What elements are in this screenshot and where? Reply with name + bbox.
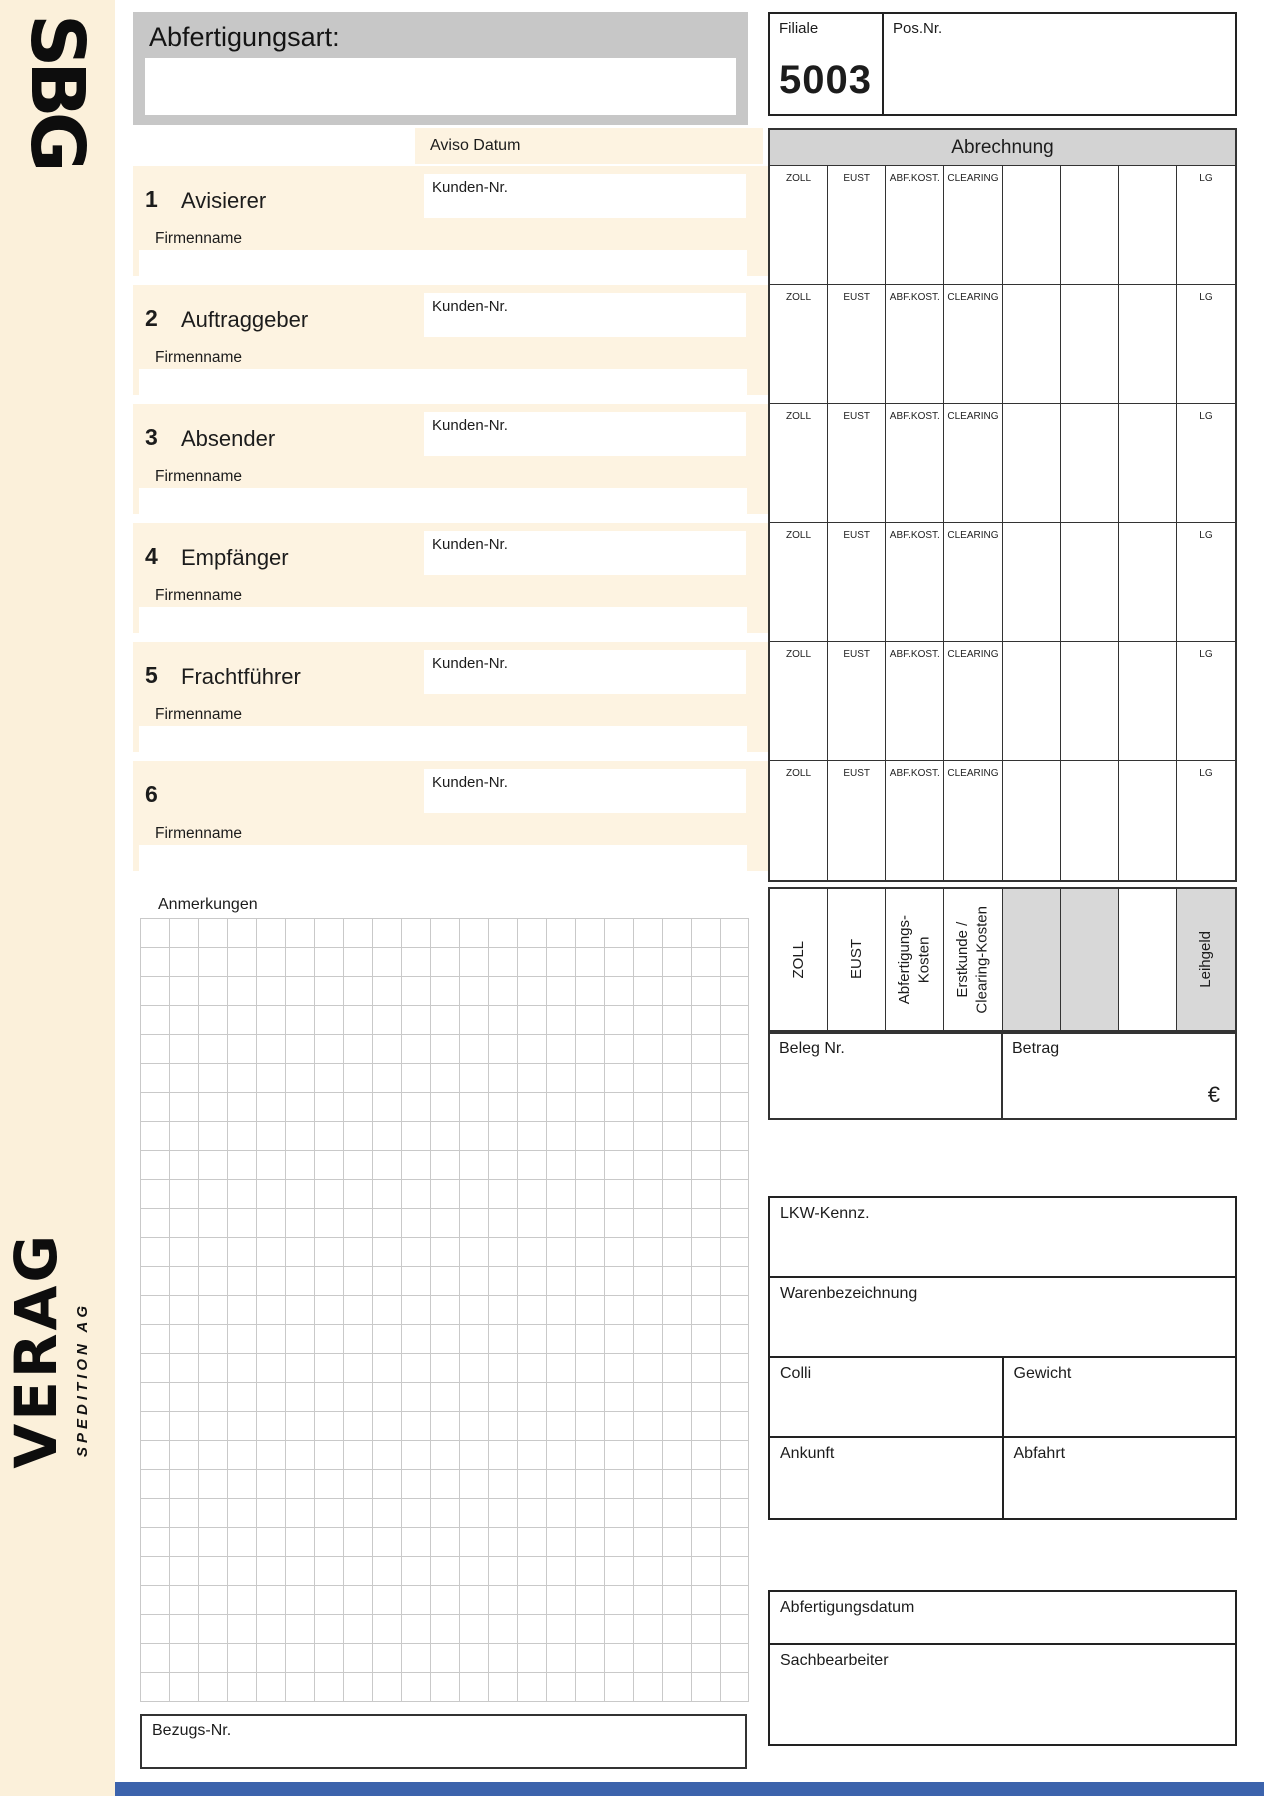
section-title: Absender <box>181 426 276 451</box>
cell-lg[interactable] <box>1177 761 1235 880</box>
cell-lg[interactable] <box>1177 642 1235 760</box>
cell-lg[interactable] <box>1177 285 1235 403</box>
lkw-kennz-label: LKW-Kennz. <box>780 1205 870 1222</box>
colli-gewicht-row <box>770 1358 1235 1438</box>
brand-sidebar <box>0 0 115 1796</box>
firmenname-field[interactable] <box>139 488 747 514</box>
ankunft-field[interactable] <box>770 1438 1004 1518</box>
col-label-eust: EUST <box>843 649 871 660</box>
col-label-clearing: CLEARING <box>947 649 999 660</box>
warenbezeichnung-label: Warenbezeichnung <box>780 1285 918 1302</box>
cell-blank[interactable] <box>1003 166 1061 284</box>
firmenname-label: Firmenname <box>155 230 242 247</box>
col-label-lg: LG <box>1199 411 1213 422</box>
abfertigungsart-block <box>133 12 748 125</box>
cell-blank[interactable] <box>1061 166 1119 284</box>
col-label-clearing: CLEARING <box>947 768 999 779</box>
col-label-zoll: ZOLL <box>786 649 812 660</box>
firmenname-label: Firmenname <box>155 825 242 842</box>
caption-blank <box>1061 889 1119 1030</box>
abrechnung-row-3 <box>770 404 1235 523</box>
firmenname-field[interactable] <box>139 250 747 276</box>
cell-abfkost[interactable] <box>886 761 944 880</box>
col-label-abfkost: ABF.KOST. <box>889 768 940 779</box>
beleg-nr-field[interactable] <box>770 1034 1003 1118</box>
section-absender <box>133 404 770 514</box>
kunden-nr-label: Kunden-Nr. <box>432 298 508 315</box>
caption-eust <box>828 889 886 1030</box>
cargo-box <box>768 1196 1237 1520</box>
kunden-nr-label: Kunden-Nr. <box>432 417 508 434</box>
col-label-abfkost: ABF.KOST. <box>889 292 940 303</box>
caption-zoll <box>770 889 828 1030</box>
lkw-kennz-field[interactable] <box>770 1198 1235 1278</box>
section-number: 1 <box>145 186 158 212</box>
cell-clearing[interactable] <box>944 761 1002 880</box>
kunden-nr-field[interactable] <box>424 650 746 694</box>
firmenname-field[interactable] <box>139 726 747 752</box>
sachbearbeiter-label: Sachbearbeiter <box>780 1652 889 1669</box>
cell-clearing[interactable] <box>944 166 1002 284</box>
cell-lg[interactable] <box>1177 404 1235 522</box>
colli-field[interactable] <box>770 1358 1004 1436</box>
cell-blank[interactable] <box>1061 404 1119 522</box>
col-label-zoll: ZOLL <box>786 173 812 184</box>
cell-eust[interactable] <box>828 285 886 403</box>
col-label-zoll: ZOLL <box>786 768 812 779</box>
cell-eust[interactable] <box>828 761 886 880</box>
section-number: 5 <box>145 662 158 688</box>
cell-clearing[interactable] <box>944 523 1002 641</box>
section-number: 4 <box>145 543 158 569</box>
caption-clearingkosten <box>944 889 1002 1030</box>
abfertigungsdatum-label: Abfertigungsdatum <box>780 1599 915 1616</box>
footer-blue-bar <box>115 1782 1264 1796</box>
kunden-nr-field[interactable] <box>424 769 746 813</box>
caption-abfertigungskosten <box>886 889 944 1030</box>
cell-zoll[interactable] <box>770 642 828 760</box>
spedition-ag-text: SPEDITION AG <box>74 1302 91 1457</box>
col-label-lg: LG <box>1199 649 1213 660</box>
warenbezeichnung-field[interactable] <box>770 1278 1235 1358</box>
sbg-logo: SBG <box>14 14 100 167</box>
pos-nr-box[interactable] <box>884 12 1237 116</box>
abrechnung-row-6 <box>770 761 1235 880</box>
betrag-label: Betrag <box>1012 1040 1060 1057</box>
firmenname-field[interactable] <box>139 845 747 871</box>
abrechnung-row-2 <box>770 285 1235 404</box>
col-label-abfkost: ABF.KOST. <box>889 173 940 184</box>
cell-lg[interactable] <box>1177 523 1235 641</box>
caption-line: Abfertigungs- <box>896 914 914 1005</box>
kunden-nr-label: Kunden-Nr. <box>432 536 508 553</box>
caption-line: Kosten <box>915 936 933 983</box>
euro-sign: € <box>1207 1082 1220 1107</box>
section-six <box>133 761 770 871</box>
verag-logo: VERAG <box>2 1232 70 1469</box>
col-label-lg: LG <box>1199 292 1213 303</box>
cell-blank[interactable] <box>1119 761 1177 880</box>
anmerkungen-label: Anmerkungen <box>158 896 258 913</box>
cell-blank[interactable] <box>1119 166 1177 284</box>
section-title: Frachtführer <box>181 664 301 689</box>
section-empfaenger <box>133 523 770 633</box>
section-title: Avisierer <box>181 188 267 213</box>
cell-eust[interactable] <box>828 523 886 641</box>
filiale-box <box>768 12 884 116</box>
processing-box <box>768 1590 1237 1746</box>
section-title: Empfänger <box>181 545 289 570</box>
col-label-clearing: CLEARING <box>947 530 999 541</box>
beleg-nr-label: Beleg Nr. <box>779 1040 845 1057</box>
firmenname-label: Firmenname <box>155 706 242 723</box>
firmenname-field[interactable] <box>139 607 747 633</box>
cell-zoll[interactable] <box>770 166 828 284</box>
ankunft-label: Ankunft <box>780 1445 835 1462</box>
caption-blank <box>1003 889 1061 1030</box>
bezugs-nr-label: Bezugs-Nr. <box>152 1722 232 1739</box>
abrechnung-header: Abrechnung <box>770 130 1235 166</box>
cell-clearing[interactable] <box>944 642 1002 760</box>
abrechnung-row-1 <box>770 166 1235 285</box>
abfahrt-label: Abfahrt <box>1013 1445 1066 1462</box>
section-auftraggeber <box>133 285 770 395</box>
colli-label: Colli <box>780 1365 812 1382</box>
cell-zoll[interactable] <box>770 523 828 641</box>
section-avisierer <box>133 166 770 276</box>
col-label-eust: EUST <box>843 292 871 303</box>
caption-line: Clearing-Kosten <box>973 905 991 1014</box>
cell-clearing[interactable] <box>944 285 1002 403</box>
col-label-clearing: CLEARING <box>947 292 999 303</box>
cell-blank[interactable] <box>1003 642 1061 760</box>
abfertigungsart-label: Abfertigungsart: <box>149 22 340 52</box>
col-label-abfkost: ABF.KOST. <box>889 649 940 660</box>
leihgeld-caption: Leihgeld <box>1197 931 1215 988</box>
beleg-betrag-row <box>768 1032 1237 1120</box>
kunden-nr-label: Kunden-Nr. <box>432 655 508 672</box>
col-label-eust: EUST <box>843 768 871 779</box>
anmerkungen-grid[interactable] <box>140 918 749 1702</box>
kunden-nr-field[interactable] <box>424 293 746 337</box>
section-frachtfuehrer <box>133 642 770 752</box>
col-label-eust: EUST <box>843 530 871 541</box>
aviso-datum-label: Aviso Datum <box>430 137 521 154</box>
cell-blank[interactable] <box>1061 285 1119 403</box>
cell-lg[interactable] <box>1177 166 1235 284</box>
cell-eust[interactable] <box>828 642 886 760</box>
section-number: 6 <box>145 781 158 807</box>
cell-abfkost[interactable] <box>886 166 944 284</box>
gewicht-field[interactable] <box>1004 1358 1236 1436</box>
abrechnung-table <box>768 128 1237 882</box>
cell-abfkost[interactable] <box>886 404 944 522</box>
ankunft-abfahrt-row <box>770 1438 1235 1518</box>
cell-blank[interactable] <box>1119 642 1177 760</box>
abfertigungsart-input[interactable] <box>145 58 736 115</box>
cell-blank[interactable] <box>1003 285 1061 403</box>
sachbearbeiter-field[interactable] <box>770 1645 1235 1744</box>
kunden-nr-label: Kunden-Nr. <box>432 774 508 791</box>
firmenname-field[interactable] <box>139 369 747 395</box>
gewicht-label: Gewicht <box>1013 1365 1072 1382</box>
clearingkosten-caption <box>953 906 992 1014</box>
cell-abfkost[interactable] <box>886 285 944 403</box>
firmenname-label: Firmenname <box>155 468 242 485</box>
col-label-lg: LG <box>1199 530 1213 541</box>
caption-blank <box>1119 889 1177 1030</box>
filiale-value: 5003 <box>779 58 872 102</box>
kunden-nr-field[interactable] <box>424 174 746 218</box>
abfahrt-field[interactable] <box>1004 1438 1236 1518</box>
cell-blank[interactable] <box>1003 761 1061 880</box>
bezugs-nr-field[interactable] <box>140 1714 747 1769</box>
caption-line: Erstkunde / <box>954 921 972 998</box>
cell-blank[interactable] <box>1003 523 1061 641</box>
cell-clearing[interactable] <box>944 404 1002 522</box>
cell-eust[interactable] <box>828 404 886 522</box>
section-number: 2 <box>145 305 158 331</box>
cell-zoll[interactable] <box>770 761 828 880</box>
abrechnung-rotated-captions <box>768 887 1237 1032</box>
col-label-eust: EUST <box>843 173 871 184</box>
abfertigungsdatum-field[interactable] <box>770 1592 1235 1645</box>
section-title: Auftraggeber <box>181 307 309 332</box>
col-label-abfkost: ABF.KOST. <box>889 530 940 541</box>
betrag-field[interactable] <box>1003 1034 1235 1118</box>
cell-abfkost[interactable] <box>886 523 944 641</box>
cell-blank[interactable] <box>1119 523 1177 641</box>
col-label-lg: LG <box>1199 173 1213 184</box>
kunden-nr-field[interactable] <box>424 412 746 456</box>
kunden-nr-field[interactable] <box>424 531 746 575</box>
kunden-nr-label: Kunden-Nr. <box>432 179 508 196</box>
cell-eust[interactable] <box>828 166 886 284</box>
cell-blank[interactable] <box>1119 285 1177 403</box>
cell-blank[interactable] <box>1061 761 1119 880</box>
cell-blank[interactable] <box>1119 404 1177 522</box>
abfertigungskosten-caption <box>895 915 934 1004</box>
cell-zoll[interactable] <box>770 404 828 522</box>
col-label-clearing: CLEARING <box>947 411 999 422</box>
col-label-clearing: CLEARING <box>947 173 999 184</box>
col-label-abfkost: ABF.KOST. <box>889 411 940 422</box>
firmenname-label: Firmenname <box>155 587 242 604</box>
col-label-eust: EUST <box>843 411 871 422</box>
pos-nr-label: Pos.Nr. <box>893 20 943 37</box>
col-label-zoll: ZOLL <box>786 530 812 541</box>
eust-caption: EUST <box>847 939 865 980</box>
zoll-caption: ZOLL <box>789 940 807 979</box>
col-label-zoll: ZOLL <box>786 292 812 303</box>
cell-blank[interactable] <box>1061 642 1119 760</box>
col-label-zoll: ZOLL <box>786 411 812 422</box>
firmenname-label: Firmenname <box>155 349 242 366</box>
aviso-datum-field[interactable] <box>415 128 763 164</box>
cell-blank[interactable] <box>1061 523 1119 641</box>
section-number: 3 <box>145 424 158 450</box>
cell-zoll[interactable] <box>770 285 828 403</box>
cell-abfkost[interactable] <box>886 642 944 760</box>
caption-leihgeld <box>1177 889 1235 1030</box>
filiale-label: Filiale <box>779 20 819 37</box>
abrechnung-row-5 <box>770 642 1235 761</box>
abrechnung-row-4 <box>770 523 1235 642</box>
col-label-lg: LG <box>1199 768 1213 779</box>
cell-blank[interactable] <box>1003 404 1061 522</box>
